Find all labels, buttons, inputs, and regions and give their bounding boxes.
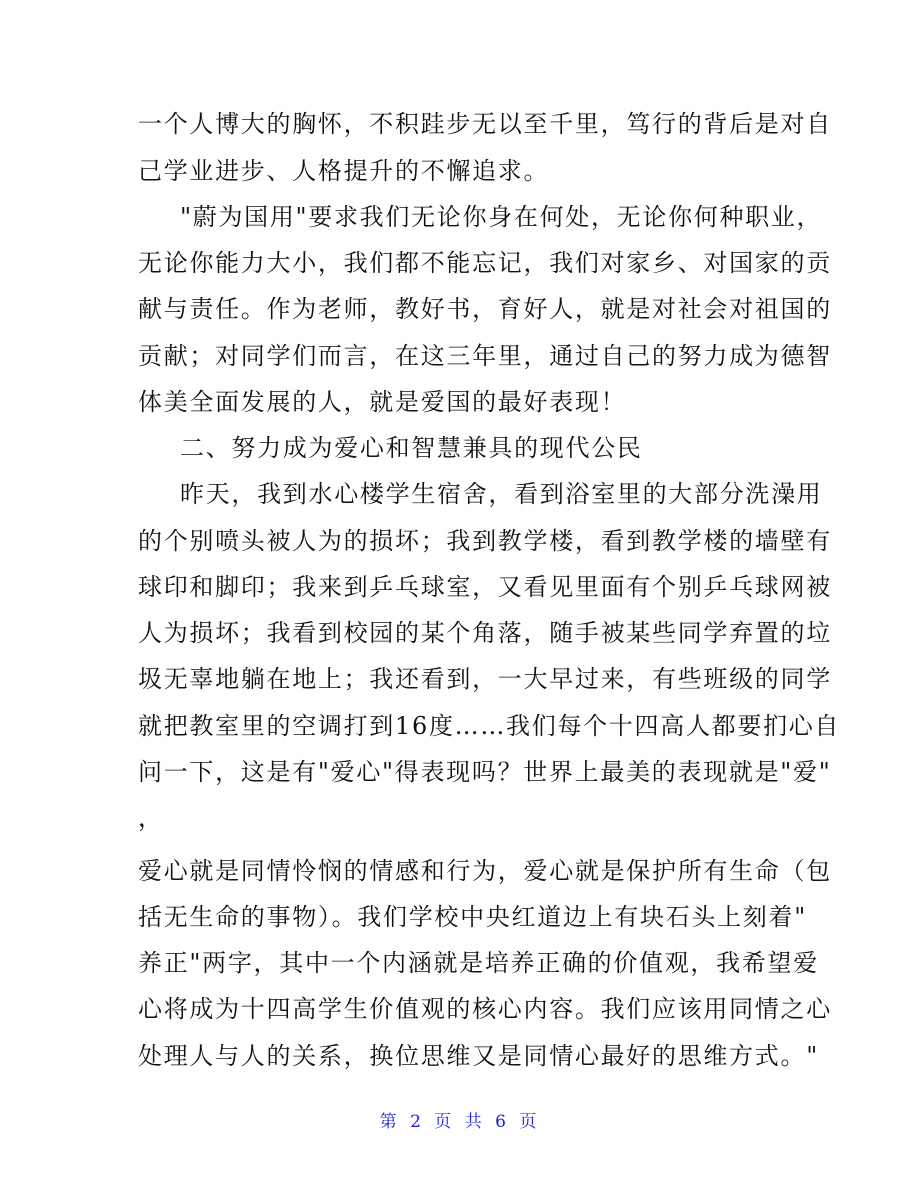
paragraph-line: 养正"两字，其中一个内涵就是培养正确的价值观，我希望爱 xyxy=(138,949,819,977)
paragraph-line: 心将成为十四高学生价值观的核心内容。我们应该用同情之心 xyxy=(138,995,832,1023)
paragraph-line: 体美全面发展的人，就是爱国的最好表现！ xyxy=(138,388,627,416)
paragraph-line: 无论你能力大小，我们都不能忘记，我们对家乡、对国家的贡 xyxy=(138,249,832,277)
paragraph-line: 就把教室里的空调打到16度……我们每个十四高人都要扪心自 xyxy=(138,712,841,740)
paragraph-line: 的个别喷头被人为的损坏；我到教学楼，看到教学楼的墙壁有 xyxy=(138,527,832,555)
paragraph-line: 括无生命的事物）。我们学校中央红道边上有块石头上刻着" xyxy=(138,903,807,931)
paragraph-line: 人为损坏；我看到校园的某个角落，随手被某些同学弃置的垃 xyxy=(138,619,832,647)
paragraph-line: 昨天，我到水心楼学生宿舍，看到浴室里的大部分洗澡用 xyxy=(180,480,823,508)
paragraph-line: 圾无辜地躺在地上；我还看到，一大早过来，有些班级的同学 xyxy=(138,665,832,693)
paragraph-line: 献与责任。作为老师，教好书，育好人，就是对社会对祖国的 xyxy=(138,295,832,323)
paragraph-line: "蔚为国用"要求我们无论你身在何处，无论你何种职业， xyxy=(180,203,823,231)
paragraph-line: 问一下，这是有"爱心"得表现吗？世界上最美的表现就是"爱" xyxy=(138,758,832,786)
paragraph-line: 球印和脚印；我来到乒乓球室，又看见里面有个别乒乓球网被 xyxy=(138,573,832,601)
paragraph-line: ， xyxy=(138,804,164,832)
page-number-footer: 第 2 页 共 6 页 xyxy=(379,1112,541,1132)
paragraph-line: 爱心就是同情怜悯的情感和行为，爱心就是保护所有生命（包 xyxy=(138,857,832,885)
paragraph-line: 己学业进步、人格提升的不懈追求。 xyxy=(138,157,550,185)
section-heading: 二、努力成为爱心和智慧兼具的现代公民 xyxy=(180,434,643,462)
paragraph-line: 一个人博大的胸怀，不积跬步无以至千里，笃行的背后是对自 xyxy=(138,110,832,138)
paragraph-line: 贡献；对同学们而言，在这三年里，通过自己的努力成为德智 xyxy=(138,342,832,370)
paragraph-line: 处理人与人的关系，换位思维又是同情心最好的思维方式。" xyxy=(138,1042,819,1070)
